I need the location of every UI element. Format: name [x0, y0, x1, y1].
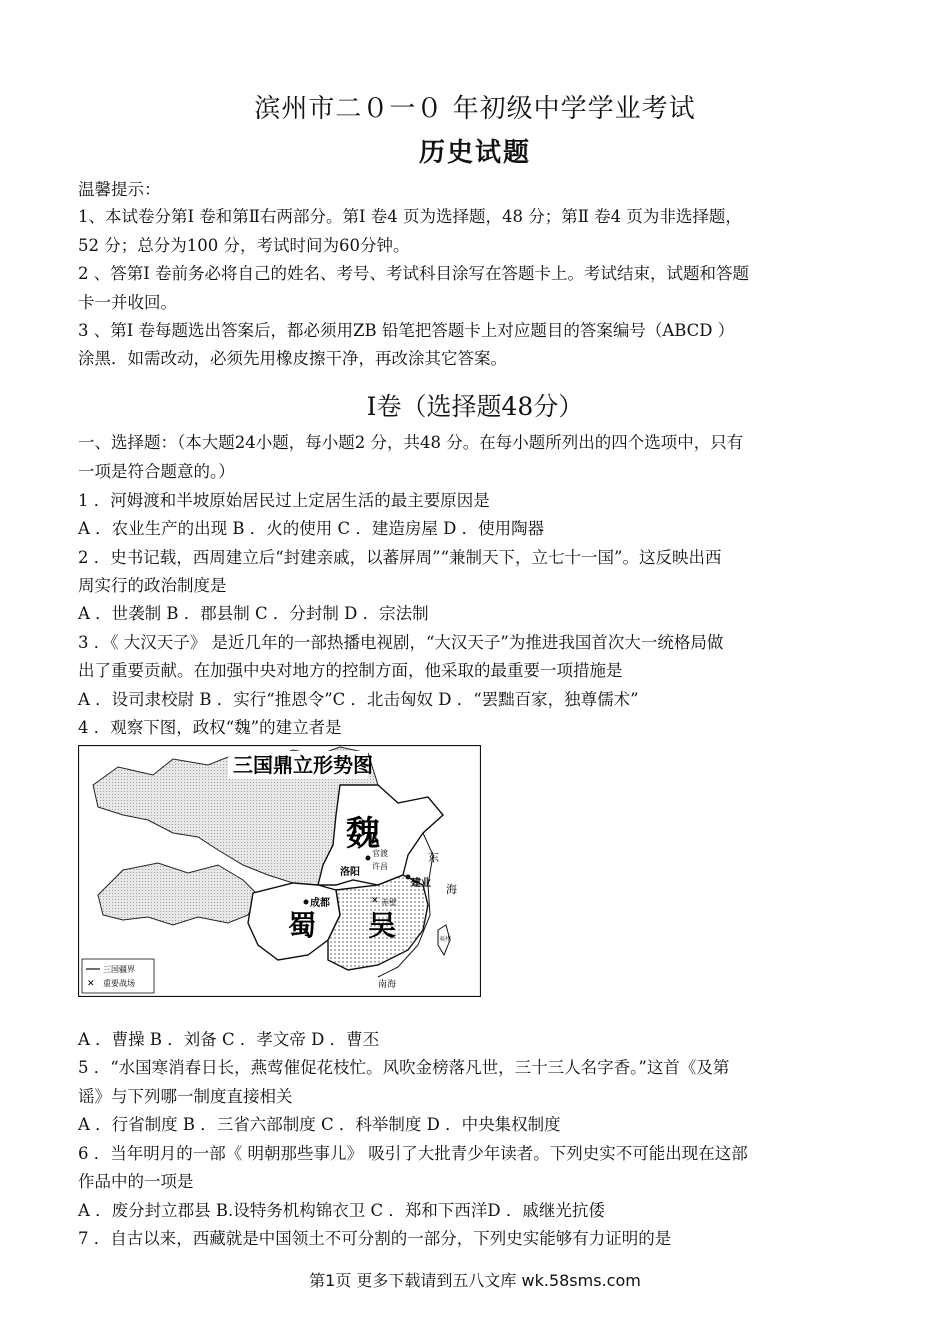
three-kingdoms-map: [78, 745, 481, 997]
notice-line: 3 、第Ⅰ 卷每题选出答案后，都必须用ZB 铅笔把答题卡上对应题目的答案编号（ABCD ）: [78, 321, 735, 340]
question-options: A ．世袭制 B ．郡县制 C ．分封制 D ．宗法制: [78, 604, 429, 623]
notice-line: 2 、答第Ⅰ 卷前务必将自己的姓名、考号、考试科目涂写在答题卡上。考试结束，试题和答题: [78, 264, 750, 283]
city-marker: [304, 900, 309, 905]
question-line: 谣》与下列哪一制度直接相关: [78, 1087, 293, 1106]
question-line: 一项是符合题意的。）: [78, 462, 235, 481]
map-label-chengdu: 成都: [310, 898, 330, 909]
legend-border-label: 三国疆界: [103, 965, 135, 974]
question-options: A ．农业生产的出现 B ．火的使用 C ．建造房屋 D ．使用陶器: [78, 519, 545, 538]
question-options: A ．设司隶校尉 B ．实行“推恩令”C ．北击匈奴 D ．“罢黜百家，独尊儒术”: [78, 690, 639, 709]
question-line: 5 ．“水国寒消春日长，燕莺催促花枝忙。风吹金榜落凡世，三十三人名字香。”这首《及第: [78, 1058, 730, 1077]
map-label-luoyang: 洛阳: [340, 867, 360, 878]
question-options: A ．行省制度 B ．三省六部制度 C ．科举制度 D ．中央集权制度: [78, 1115, 561, 1134]
notice-line: 涂黑．如需改动，必须先用橡皮擦干净，再改涂其它答案。: [78, 349, 507, 368]
legend-battle-icon: ✕: [87, 979, 95, 989]
question-options: A ．废分封立郡县 B.设特务机构锦衣卫 C ．郑和下西洋D ．戚继光抗倭: [78, 1201, 605, 1220]
map-label-wu: 吴: [368, 909, 397, 942]
question-line: 2 ．史书记载，西周建立后“封建亲戚，以蕃屏周”“兼制天下，立七十一国”。这反映出西: [78, 548, 722, 567]
question-line: 出了重要贡献。在加强中央对地方的控制方面，他采取的最重要一项措施是: [78, 661, 623, 680]
map-label-shu: 蜀: [288, 909, 317, 942]
question-line: 周实行的政治制度是: [78, 576, 227, 595]
map-label-guandu: 官渡: [372, 849, 388, 858]
map-label-chibi: 赤壁: [381, 898, 397, 907]
notice-line: 1、本试卷分第Ⅰ 卷和第Ⅱ右两部分。第Ⅰ 卷4 页为选择题，48 分；第Ⅱ 卷4 页为非选择题，: [78, 207, 742, 226]
legend-battle-label: 重要战场: [103, 979, 135, 988]
map-label-xuchang: 许昌: [372, 862, 388, 871]
battle-marker: ✕: [371, 896, 379, 906]
map-label-jianye: 建业: [411, 878, 431, 889]
notice-line: 卡一并收回。: [78, 293, 177, 312]
section-title: Ⅰ卷（选择题48分）: [366, 392, 584, 421]
notice-line: 52 分；总分为100 分，考试时间为60分钟。: [78, 236, 410, 255]
city-marker: [406, 875, 411, 880]
question-line: 4 ．观察下图，政权“魏”的建立者是: [78, 718, 342, 737]
question-line: 作品中的一项是: [78, 1172, 194, 1191]
map-label-dong: 东: [428, 851, 439, 864]
city-marker: [366, 856, 371, 861]
map-label-yizhou: 夷州: [439, 936, 452, 943]
question-line: 6 ．当年明月的一部《 明朝那些事儿》 吸引了大批青少年读者。下列史实不可能出现在这部: [78, 1144, 748, 1163]
question-options: A ．曹操 B ．刘备 C ．孝文帝 D ．曹丕: [78, 1030, 380, 1049]
question-line: 7 ．自古以来，西藏就是中国领土不可分割的一部分，下列史实能够有力证明的是: [78, 1229, 672, 1248]
map-title: 三国鼎立形势图: [233, 753, 373, 777]
map-label-wei: 魏: [346, 814, 380, 854]
exam-title: 滨州市二０一０ 年初级中学学业考试: [254, 94, 696, 124]
map-label-nanhai: 南海: [378, 980, 397, 990]
exam-subject: 历史试题: [418, 138, 531, 168]
notice-heading: 温馨提示：: [78, 180, 161, 199]
question-line: 一、选择题：（本大题24小题，每小题2 分，共48 分。在每小题所列出的四个选项中，只有: [78, 433, 744, 452]
question-line: 1 ．河姆渡和半坡原始居民过上定居生活的最主要原因是: [78, 491, 490, 510]
map-label-hai: 海: [446, 883, 457, 896]
page-footer: 第1页 更多下载请到五八文库 wk.58sms.com: [309, 1271, 641, 1290]
question-line: 3 ．《 大汉天子》 是近几年的一部热播电视剧，“大汉天子”为推进我国首次大一统格局做: [78, 633, 724, 652]
